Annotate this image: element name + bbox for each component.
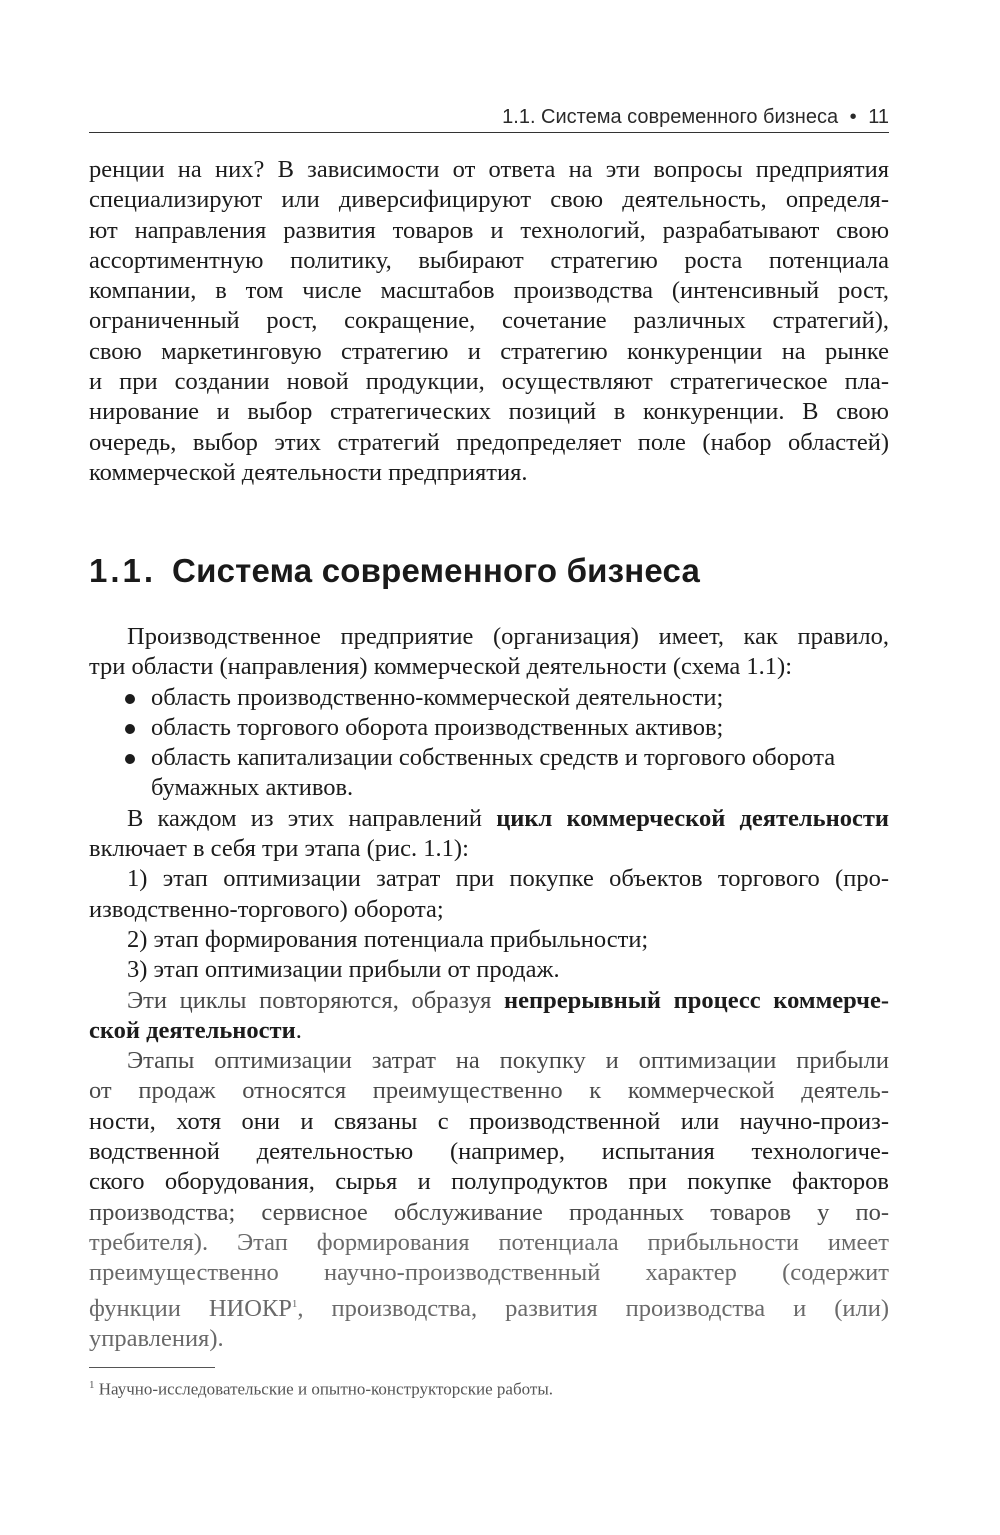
footnote-mark: 1 xyxy=(89,1379,95,1391)
paragraph-line: включает в себя три этапа (рис. 1.1): xyxy=(89,835,469,863)
para3-text: Эти циклы повторяются, образуя xyxy=(127,986,492,1014)
intro-line: компании, в том числе масштабов производства (интенсивный рост, xyxy=(89,277,889,305)
intro-line: специализируют или диверсифицируют свою деятельность, определя- xyxy=(89,186,889,214)
step-item: 3) этап оптимизации прибыли от продаж. xyxy=(127,956,560,984)
paragraph-line: ности, хотя они и связаны с производственной или научно-произ- xyxy=(89,1107,889,1135)
paragraph-line: водственной деятельностью (например, испытания технологиче- xyxy=(89,1138,889,1166)
section-heading xyxy=(89,552,700,590)
page-number: 11 xyxy=(868,106,889,128)
running-header xyxy=(89,104,889,130)
footnote-text: Научно-исследовательские и опытно-конструкторские работы. xyxy=(98,1379,553,1399)
intro-line: и при создании новой продукции, осуществляют стратегическое пла- xyxy=(89,368,889,396)
paragraph-line: требителя). Этап формирования потенциала прибыльности имеет xyxy=(89,1228,889,1256)
para3-end: . xyxy=(295,1016,302,1044)
para4-text: функции НИОКР xyxy=(89,1294,292,1322)
header-separator: • xyxy=(849,106,857,128)
paragraph-line xyxy=(89,1016,889,1046)
bullet-text: область торгового оборота производственных активов; xyxy=(151,713,724,741)
running-title: 1.1. Система современного бизнеса xyxy=(502,106,839,128)
footnote-rule xyxy=(89,1367,215,1368)
paragraph-line: преимущественно научно-производственный характер (содержит xyxy=(89,1259,889,1287)
header-rule xyxy=(89,132,889,133)
step-item: 1) этап оптимизации затрат при покупке объектов торгового (про- xyxy=(127,865,889,893)
paragraph-line: управления). xyxy=(89,1324,224,1352)
bold-term: цикл коммерческой деятельности xyxy=(496,804,889,832)
paragraph-line: от продаж относятся преимущественно к коммерческой деятель- xyxy=(89,1077,889,1105)
paragraph-line: три области (направления) коммерческой деятельности (схема 1.1): xyxy=(89,653,793,681)
bullet-text: область капитализации собственных средств и торгового оборота xyxy=(151,744,836,772)
section-body xyxy=(89,622,889,1354)
paragraph-line: Производственное предприятие (организация) имеет, как правило, xyxy=(127,623,889,650)
bullet-icon xyxy=(125,754,135,764)
bullet-item xyxy=(89,743,889,773)
bullet-item xyxy=(89,713,889,743)
bullet-item xyxy=(89,683,889,713)
paragraph-line: ского оборудования, сырья и полупродуктов при покупке факторов xyxy=(89,1168,889,1196)
bullet-text: область производственно-коммерческой деятельности; xyxy=(151,683,724,711)
footnote xyxy=(89,1379,553,1400)
bullet-continuation: бумажных активов. xyxy=(151,774,354,802)
para2-text: В каждом из этих направлений xyxy=(127,804,483,832)
para4-text: , производства, развития производства и (или) xyxy=(297,1294,889,1322)
intro-line: свою маркетинговую стратегию и стратегию конкуренции на рынке xyxy=(89,337,889,365)
section-title: Система современного бизнеса xyxy=(172,552,701,589)
footnote-ref[interactable]: 1 xyxy=(291,1297,298,1310)
intro-line: ют направления развития товаров и технологий, разрабатывают свою xyxy=(89,216,889,244)
bullet-icon xyxy=(125,724,135,734)
paragraph-line xyxy=(89,804,889,834)
intro-line: ограниченный рост, сокращение, сочетание различных стратегий), xyxy=(89,307,889,335)
bold-term: непрерывный процесс коммерче- xyxy=(504,986,889,1014)
intro-paragraph xyxy=(89,155,889,488)
paragraph-line xyxy=(89,1289,889,1324)
intro-line: ренции на них? В зависимости от ответа на эти вопросы предприятия xyxy=(89,156,889,183)
step-item: 2) этап формирования потенциала прибыльности; xyxy=(127,925,649,953)
section-number: 1.1. xyxy=(89,552,157,589)
bold-term: ской деятельности xyxy=(89,1016,296,1044)
intro-line: коммерческой деятельности предприятия. xyxy=(89,458,528,486)
intro-line: ассортиментную политику, выбирают стратегию роста потенциала xyxy=(89,246,889,274)
intro-line: очередь, выбор этих стратегий предопределяет поле (набор областей) xyxy=(89,428,889,456)
paragraph-line: производства; сервисное обслуживание проданных товаров у по- xyxy=(89,1198,889,1226)
bullet-icon xyxy=(125,694,135,704)
paragraph-line: Этапы оптимизации затрат на покупку и оптимизации прибыли xyxy=(127,1047,889,1075)
intro-line: нирование и выбор стратегических позиций в конкуренции. В свою xyxy=(89,398,889,426)
paragraph-line xyxy=(89,986,889,1016)
step-continuation: изводственно-торгового) оборота; xyxy=(89,895,444,923)
